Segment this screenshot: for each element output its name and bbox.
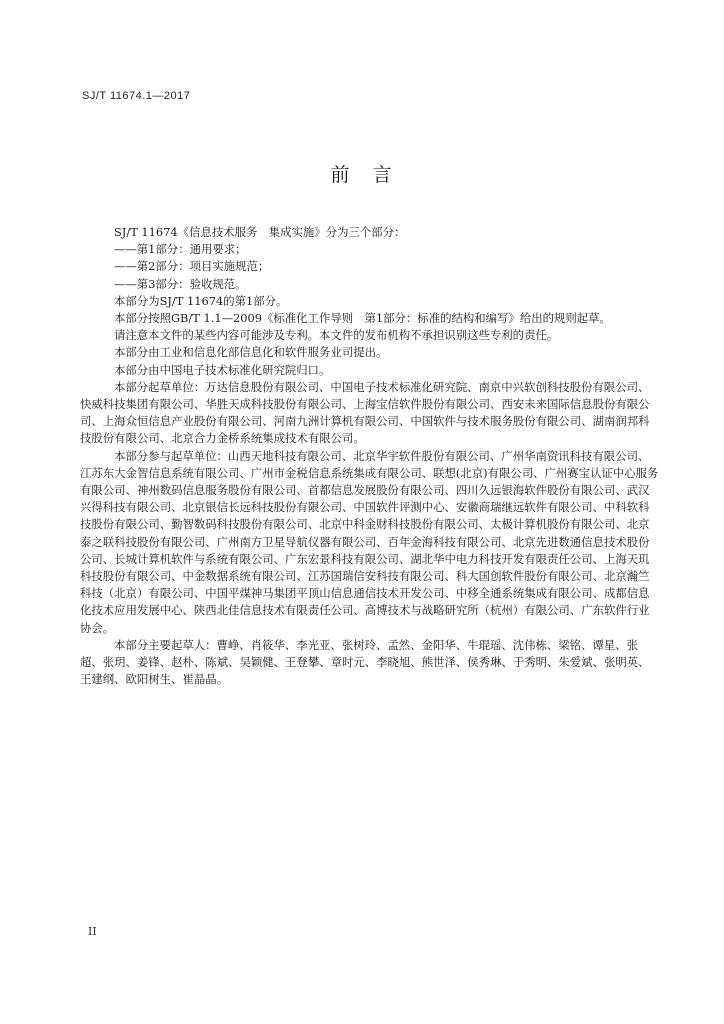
paragraph-part-statement: 本部分为SJ/T 11674的第1部分。 <box>114 293 288 308</box>
paragraph-participating-units: 本部分参与起草单位：山西天地科技有限公司、北京华宇软件股份有限公司、广州华南资讯科技有限公司、江苏东大金智信息系统有限公司、广州市金税信息系统集成有限公司、联想(北京)有限公司、广州赛宝认证中心服务有限公司、神州数码信息服务股份有限公司、首都信息发展股份有限公司、四川久远银海软件股份有限公司、武汉兴得科技有限公司、北京银信长远科技股份有限公司、中国软件评测中心、安徽商瑞继远软件有限公司、中科软科技股份有限公司、勤智数码科技股份有限公司、北京中科金财科技股份有限公司、太极计算机股份有限公司、北京泰之联科技股份有限公司、广州南方卫星导航仪器有限公司、百年金海科技有限公司、北京先进数通信息技术股份公司、长城计算机软件与系统有限公司、广东宏景科技有限公司、湖北华中电力科技开发有限责任公司、上海天玑科技股份有限公司、中金数据系统有限公司、江苏国瑞信安科技有限公司、科大国创软件股份有限公司、北京瀚竺科技（北京）有限公司、中国平煤神马集团平顶山信息通信技术开发公司、中移全通系统集成有限公司、成都信息化技术应用发展中心、陕西北佳信息技术有限责任公司、高博技术与战略研究所（杭州）有限公司、广东软件行业协会。 <box>80 448 659 635</box>
foreword-body <box>80 224 660 688</box>
paragraph-drafters: 本部分主要起草人：曹峥、肖筱华、李光亚、张树玲、孟然、金阳华、牛琨瑶、沈伟栋、梁铭、谭星、张超、张玥、姜锋、赵朴、陈斌、吴颖健、王登攀、章时元、李晓旭、熊世泽、侯秀琳、于秀明、朱爱斌、张明英、王建纲、欧阳树生、崔晶晶。 <box>80 637 650 687</box>
paragraph-drafting-units: 本部分起草单位：万达信息股份有限公司、中国电子技术标准化研究院、南京中兴软创科技股份有限公司、快威科技集团有限公司、华胜天成科技股份有限公司、上海宝信软件股份有限公司、西安未来国际信息股份有限公司、上海众恒信息产业股份有限公司、河南九洲计算机有限公司、中国软件与技术服务股份有限公司、湖南润邦科技股份有限公司、北京合力金桥系统集成技术有限公司。 <box>80 379 650 446</box>
standard-number: SJ/T 11674.1—2017 <box>82 90 191 102</box>
paragraph-drafting-rules: 本部分按照GB/T 1.1—2009《标准化工作导则 第1部分：标准的结构和编写》给出的规则起草。 <box>114 311 611 326</box>
list-item-part-2: ——第2部分：项目实施规范； <box>114 259 270 274</box>
list-item-part-3: ——第3部分：验收规范。 <box>114 276 247 291</box>
paragraph-patent-notice: 请注意本文件的某些内容可能涉及专利。本文件的发布机构不承担识别这些专利的责任。 <box>114 328 559 343</box>
paragraph-centralizer: 本部分由中国电子技术标准化研究院归口。 <box>114 362 331 377</box>
page-number: II <box>88 925 97 938</box>
page-title: 前 言 <box>330 164 394 186</box>
paragraph-proposer: 本部分由工业和信息化部信息化和软件服务业司提出。 <box>114 345 388 360</box>
paragraph-parts-intro: SJ/T 11674《信息技术服务 集成实施》分为三个部分： <box>114 225 406 239</box>
list-item-part-1: ——第1部分：通用要求； <box>114 242 247 257</box>
